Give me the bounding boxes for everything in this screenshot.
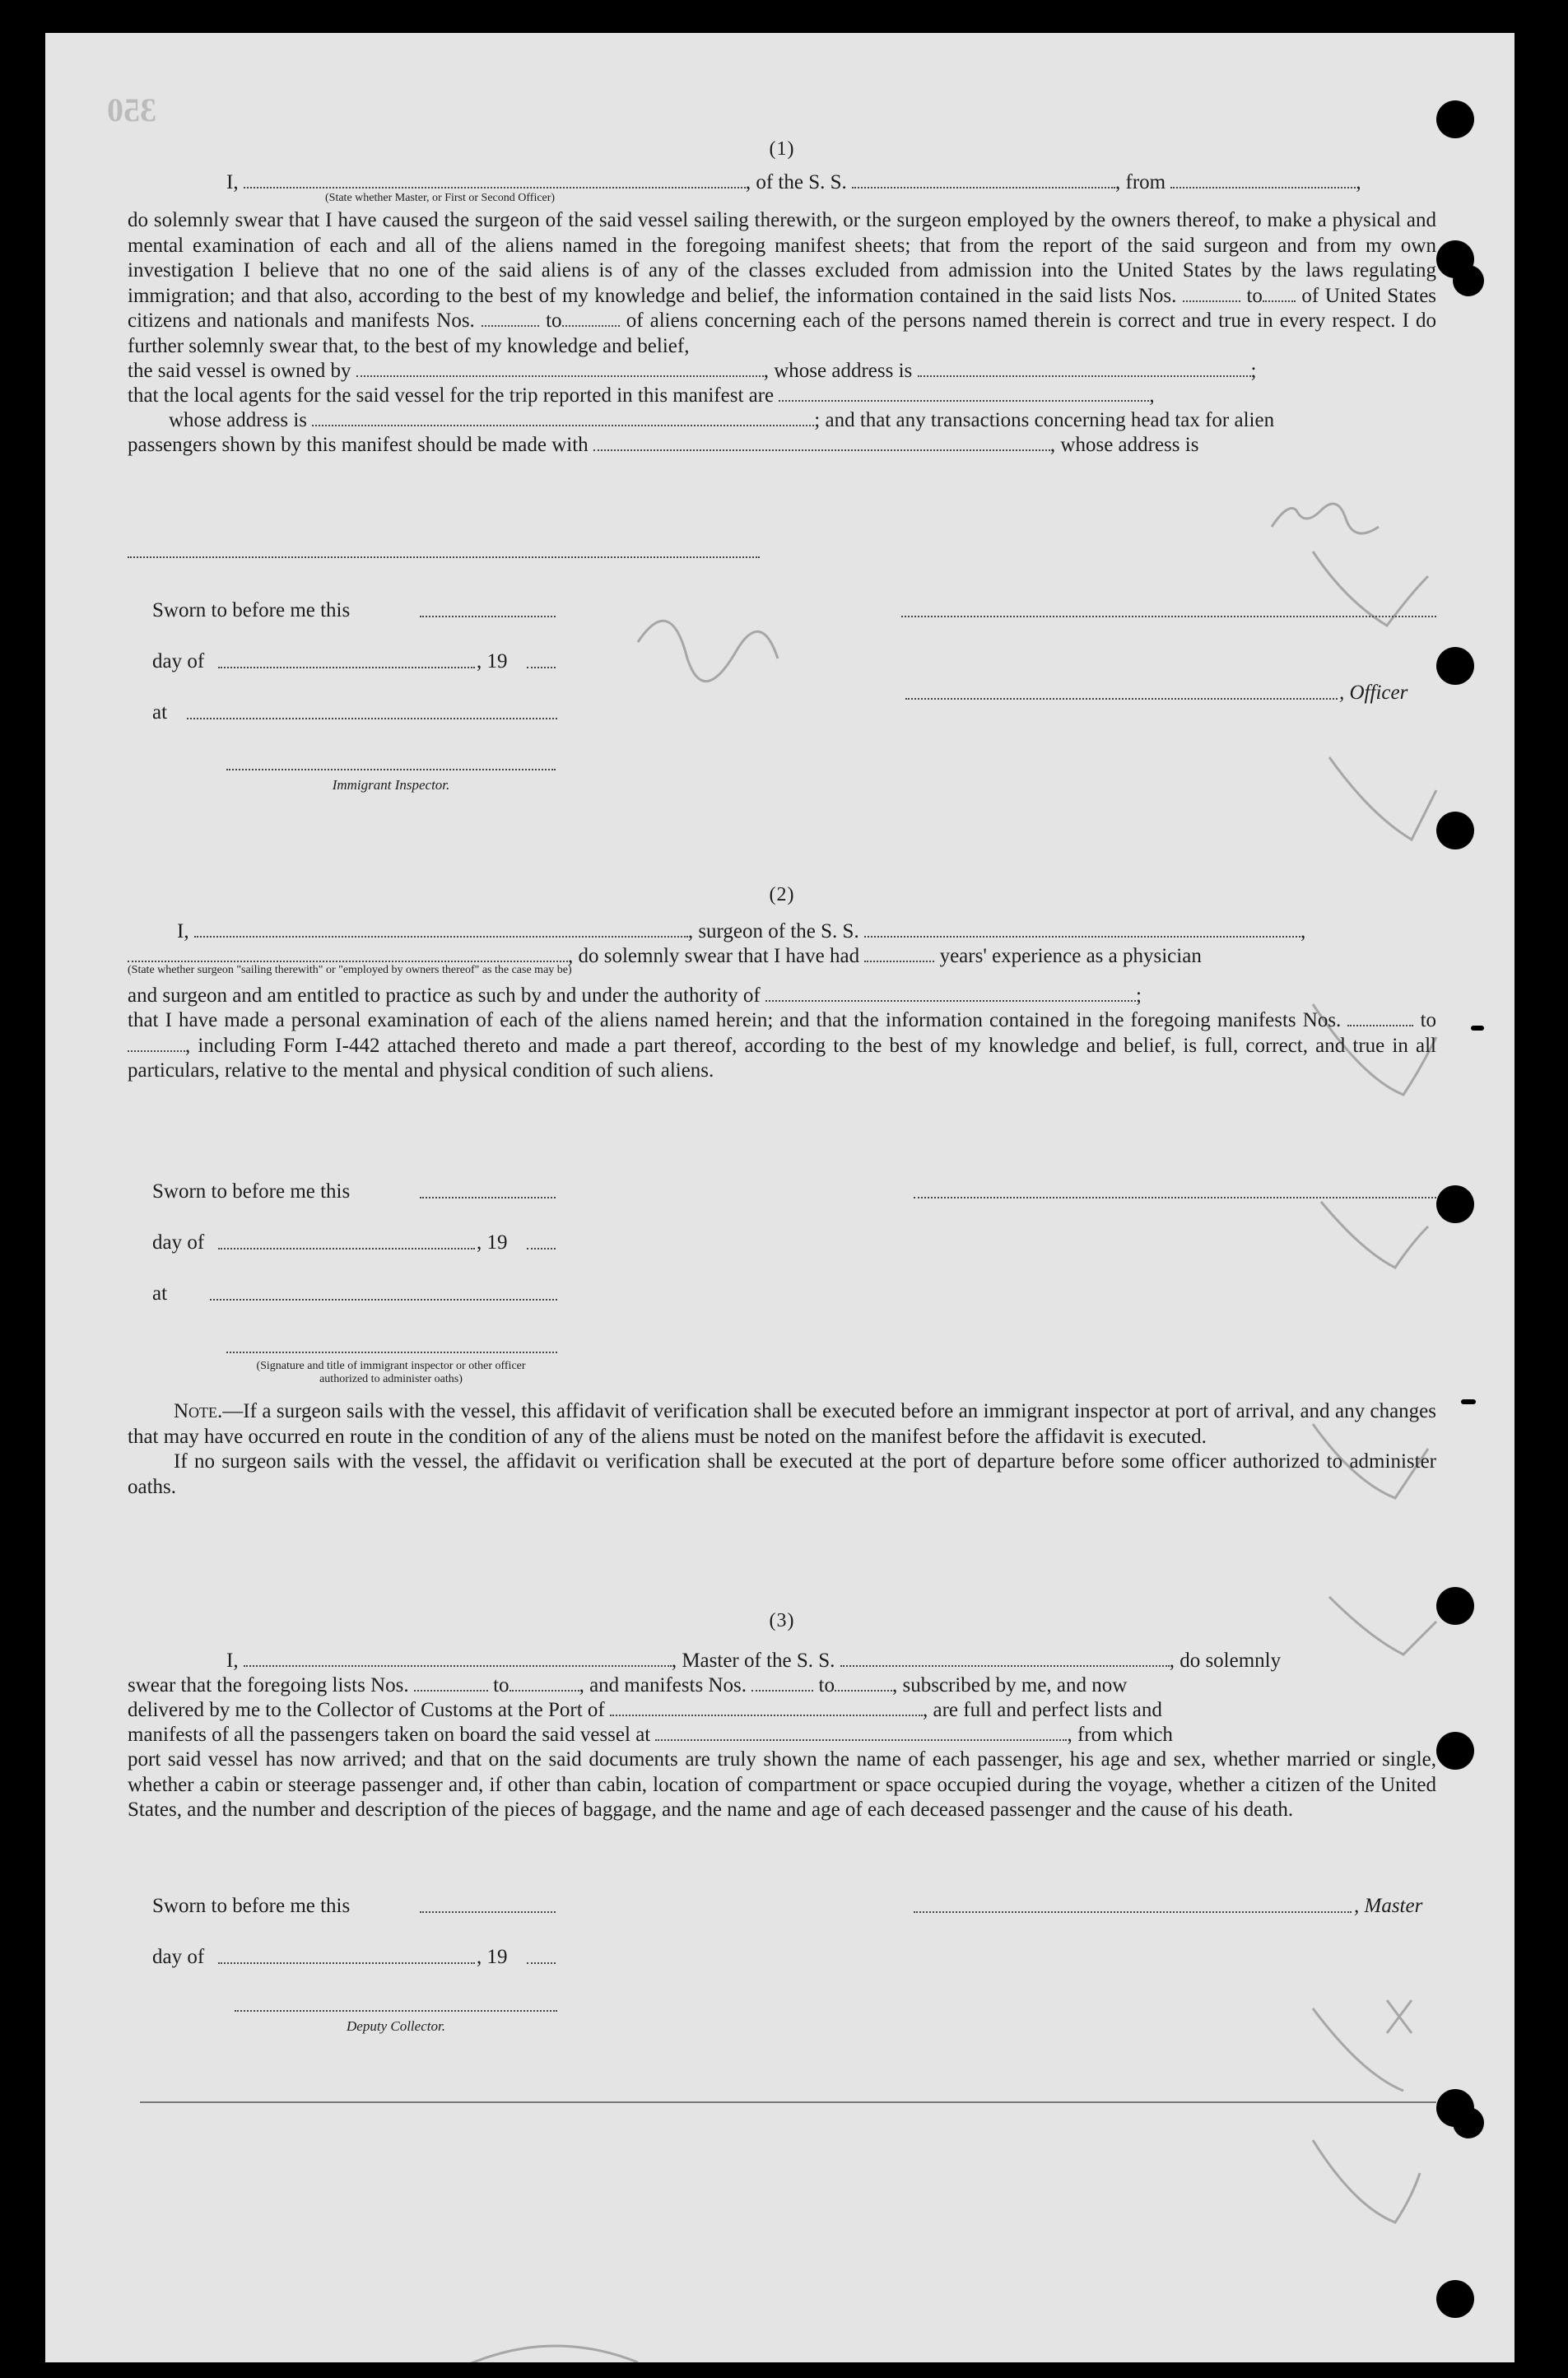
- label: , whose address is: [1049, 434, 1199, 456]
- master-line: [128, 170, 1436, 195]
- year-field[interactable]: [527, 1962, 556, 1964]
- year-field[interactable]: [527, 1248, 556, 1249]
- lists-from-field[interactable]: [414, 1673, 488, 1692]
- punch-hole: [1453, 265, 1484, 296]
- note-paragraph: [128, 1399, 1436, 1450]
- year-label: , 19: [477, 650, 508, 672]
- year-label: , 19: [477, 1231, 508, 1254]
- label: manifests of all the passengers taken on board the said vessel at: [128, 1724, 651, 1746]
- month-field[interactable]: [218, 1248, 475, 1249]
- label: , of the S. S.: [745, 171, 847, 193]
- manifests-to-field[interactable]: [128, 1034, 185, 1052]
- inspector-signature-field[interactable]: [226, 769, 556, 770]
- sworn-date-field[interactable]: [420, 1197, 556, 1198]
- officer-title-field[interactable]: [905, 698, 1338, 700]
- label: , whose address is: [763, 360, 913, 382]
- section-number: (1): [769, 138, 795, 160]
- note-text: —If a surgeon sails with the vessel, this affidavit of verification shall be executed before an immigrant inspector at port of arrival, and any changes that may have occurred en route in the condition of any of the aliens must be noted on the manifest before the affidavit is executed.: [128, 1400, 1436, 1448]
- day-label: day of: [152, 650, 205, 672]
- sworn-date-field[interactable]: [420, 1911, 556, 1913]
- embark-port-field[interactable]: [655, 1723, 1067, 1741]
- label: to: [1420, 1009, 1437, 1031]
- experience-line: [128, 944, 1436, 969]
- label: whose address is: [169, 409, 308, 431]
- affidavit-section-1: [128, 138, 1437, 793]
- document-page: [45, 33, 1514, 2362]
- label: I,: [226, 1650, 239, 1672]
- label: the said vessel is owned by: [128, 360, 351, 382]
- oath-text: of United States citizens and nationals and manifests Nos.: [128, 284, 1437, 332]
- punch-hole: [1436, 100, 1474, 138]
- head-tax-address-field[interactable]: [128, 556, 760, 558]
- authority-line: [128, 984, 1436, 1008]
- at-label: at: [152, 1282, 168, 1305]
- exam-text: , including Form I-442 attached thereto and made a part thereof, according to the best of my knowledge and belief, is full, correct, and true in all particulars, relative to the mental and physical condition of such aliens.: [128, 1034, 1436, 1082]
- binding-mark: [1471, 1026, 1484, 1031]
- punch-hole: [1453, 2107, 1484, 2138]
- officer-label: , Officer: [1339, 682, 1408, 704]
- day-label: day of: [152, 1946, 205, 1968]
- field-caption: (State whether Master, or First or Second Officer): [325, 192, 556, 204]
- label: and surgeon and am entitled to practice as such by and under the authority of: [128, 984, 761, 1007]
- oath-text: of aliens concerning each of the persons named therein is correct and true in every respect. I do further solemnly swear that, to the best of my knowledge and belief,: [128, 309, 1437, 357]
- collector-caption: Deputy Collector.: [347, 2018, 445, 2034]
- master-name-field[interactable]: [244, 1649, 672, 1667]
- owner-line: [128, 359, 1436, 384]
- label: that the local agents for the said vessel for the trip reported in this manifest are: [128, 384, 775, 407]
- label: to: [493, 1674, 509, 1696]
- name-field[interactable]: [244, 170, 746, 188]
- affidavit-section-3: [128, 1610, 1436, 2034]
- surgeon-name-field[interactable]: [194, 919, 688, 938]
- label: , Master of the S. S.: [671, 1650, 835, 1672]
- at-label: at: [152, 701, 168, 724]
- head-tax-party-field[interactable]: [593, 433, 1050, 451]
- manifests-from-field[interactable]: [482, 309, 539, 327]
- label: , surgeon of the S. S.: [687, 920, 859, 942]
- manifests-to-field[interactable]: [562, 309, 620, 327]
- label: , do solemnly: [1169, 1650, 1282, 1672]
- surgeon-status-field[interactable]: [128, 944, 568, 962]
- vessel-field[interactable]: [852, 170, 1115, 188]
- vessel-field[interactable]: [864, 919, 1300, 938]
- label: , subscribed by me, and now: [891, 1674, 1128, 1696]
- punch-hole: [1436, 647, 1474, 685]
- owner-address-field[interactable]: [918, 359, 1251, 377]
- agents-field[interactable]: [779, 384, 1149, 402]
- officer-signature-field[interactable]: [901, 616, 1436, 617]
- agents-address-field[interactable]: [312, 408, 814, 426]
- sworn-label: Sworn to before me this: [152, 599, 351, 621]
- label: I,: [226, 171, 239, 193]
- label: to: [546, 309, 562, 332]
- year-label: , 19: [477, 1946, 508, 1968]
- sworn-label: Sworn to before me this: [152, 1895, 351, 1917]
- agents-line: [128, 384, 1436, 408]
- label: years' experience as a physician: [939, 945, 1202, 967]
- label: I,: [177, 920, 189, 942]
- place-field[interactable]: [210, 1299, 557, 1301]
- collector-signature-field[interactable]: [235, 2010, 557, 2012]
- note-block: [128, 1399, 1436, 1500]
- label: to: [1246, 284, 1263, 307]
- port-field[interactable]: [1170, 170, 1356, 188]
- port-line: [128, 1698, 1436, 1723]
- label: , and manifests Nos.: [579, 1674, 747, 1696]
- label: to: [818, 1674, 835, 1696]
- label: ,: [1300, 920, 1306, 942]
- authority-field[interactable]: [765, 984, 1136, 1002]
- embark-line: [128, 1723, 1436, 1747]
- label: delivered by me to the Collector of Customs at the Port of: [128, 1699, 605, 1721]
- label: , are full and perfect lists and: [923, 1699, 1162, 1721]
- examination-paragraph: [128, 1008, 1436, 1084]
- inspector-caption: Immigrant Inspector.: [332, 777, 450, 793]
- month-field[interactable]: [218, 1962, 475, 1964]
- label: swear that the foregoing lists Nos.: [128, 1674, 409, 1696]
- label: passengers shown by this manifest should be made with: [128, 434, 589, 456]
- master-signature-field[interactable]: [914, 1911, 1352, 1913]
- label: ; and that any transactions concerning head tax for alien: [814, 409, 1275, 431]
- bleed-through-page-number: 350: [107, 91, 156, 128]
- label: , do solemnly swear that I have had: [568, 945, 860, 967]
- label: ,: [1149, 384, 1155, 407]
- sworn-label: Sworn to before me this: [152, 1180, 351, 1203]
- punch-hole: [1436, 1185, 1474, 1223]
- label: , from: [1115, 171, 1166, 193]
- oath-text: do solemnly swear that I have caused the surgeon of the said vessel sailing therewith, or the surgeon employed by the owners thereof, to make a physical and mental examination of each and all of the aliens named in the foregoing manifest sheets; that from the report of the said surgeon and from my own investigation I believe that no one of the said aliens is of any of the classes excluded from admission into the United States by the laws regulating immigration; and that also, according to the best of my knowledge and belief, the information contained in the said lists Nos.: [128, 209, 1436, 307]
- section-number: (3): [769, 1610, 795, 1631]
- label: ;: [1136, 984, 1142, 1007]
- owner-field[interactable]: [356, 359, 764, 377]
- day-label: day of: [152, 1231, 205, 1254]
- label: , from which: [1067, 1724, 1173, 1746]
- punch-hole: [1436, 2280, 1474, 2318]
- punch-hole: [1436, 812, 1474, 849]
- field-caption: (State whether surgeon "sailing therewith" or "employed by owners thereof" as the case may be): [128, 964, 572, 976]
- binding-mark: [1461, 1399, 1476, 1404]
- surgeon-line: [128, 919, 1436, 944]
- bottom-rule: [140, 2101, 1436, 2103]
- signature-caption: (Signature and title of immigrant inspector or other officer authorized to administer oaths): [256, 1360, 526, 1385]
- affidavit-section-2: [128, 884, 1437, 1498]
- lists-to-field[interactable]: [509, 1673, 579, 1692]
- note-label: Note.: [174, 1400, 223, 1422]
- years-field[interactable]: [864, 944, 934, 962]
- lists-line: [128, 1673, 1436, 1698]
- port-field[interactable]: [610, 1698, 923, 1716]
- label: ;: [1250, 360, 1257, 382]
- surgeon-signature-field[interactable]: [914, 1197, 1436, 1198]
- note-paragraph-2: If no surgeon sails with the vessel, the affidavit oı verification shall be executed at the port of departure before some officer authorized to administer oaths.: [128, 1450, 1436, 1498]
- lists-to-field[interactable]: [1263, 284, 1296, 302]
- oath-paragraph: [128, 208, 1436, 359]
- documents-paragraph: port said vessel has now arrived; and that on the said documents are truly shown the name of each passenger, his age and sex, whether married or single, whether a cabin or steerage passenger and, if other than cabin, location of compartment or space occupied during the voyage, whether a citizen of the United States, and the number and description of the pieces of baggage, and the name and age of each deceased passenger and the cause of his death.: [128, 1748, 1436, 1821]
- lists-from-field[interactable]: [1183, 284, 1240, 302]
- sworn-date-field[interactable]: [420, 616, 556, 617]
- officer-signature-field[interactable]: [226, 1352, 557, 1353]
- master-line: [128, 1649, 1436, 1673]
- manifests-from-field[interactable]: [751, 1673, 813, 1692]
- manifests-from-field[interactable]: [1347, 1008, 1413, 1026]
- agents-address-line: [128, 408, 1436, 433]
- section-number: (2): [769, 884, 795, 905]
- master-label: , Master: [1354, 1895, 1423, 1917]
- vessel-field[interactable]: [840, 1649, 1170, 1667]
- year-field[interactable]: [527, 667, 556, 668]
- punch-hole: [1436, 1587, 1474, 1625]
- place-field[interactable]: [187, 718, 557, 719]
- month-field[interactable]: [218, 667, 475, 668]
- manifests-to-field[interactable]: [835, 1673, 892, 1692]
- label: ,: [1356, 171, 1361, 193]
- exam-text: that I have made a personal examination of each of the aliens named herein; and that the information contained in the foregoing manifests Nos.: [128, 1009, 1342, 1031]
- punch-hole: [1436, 1732, 1474, 1770]
- head-tax-line: [128, 433, 1436, 458]
